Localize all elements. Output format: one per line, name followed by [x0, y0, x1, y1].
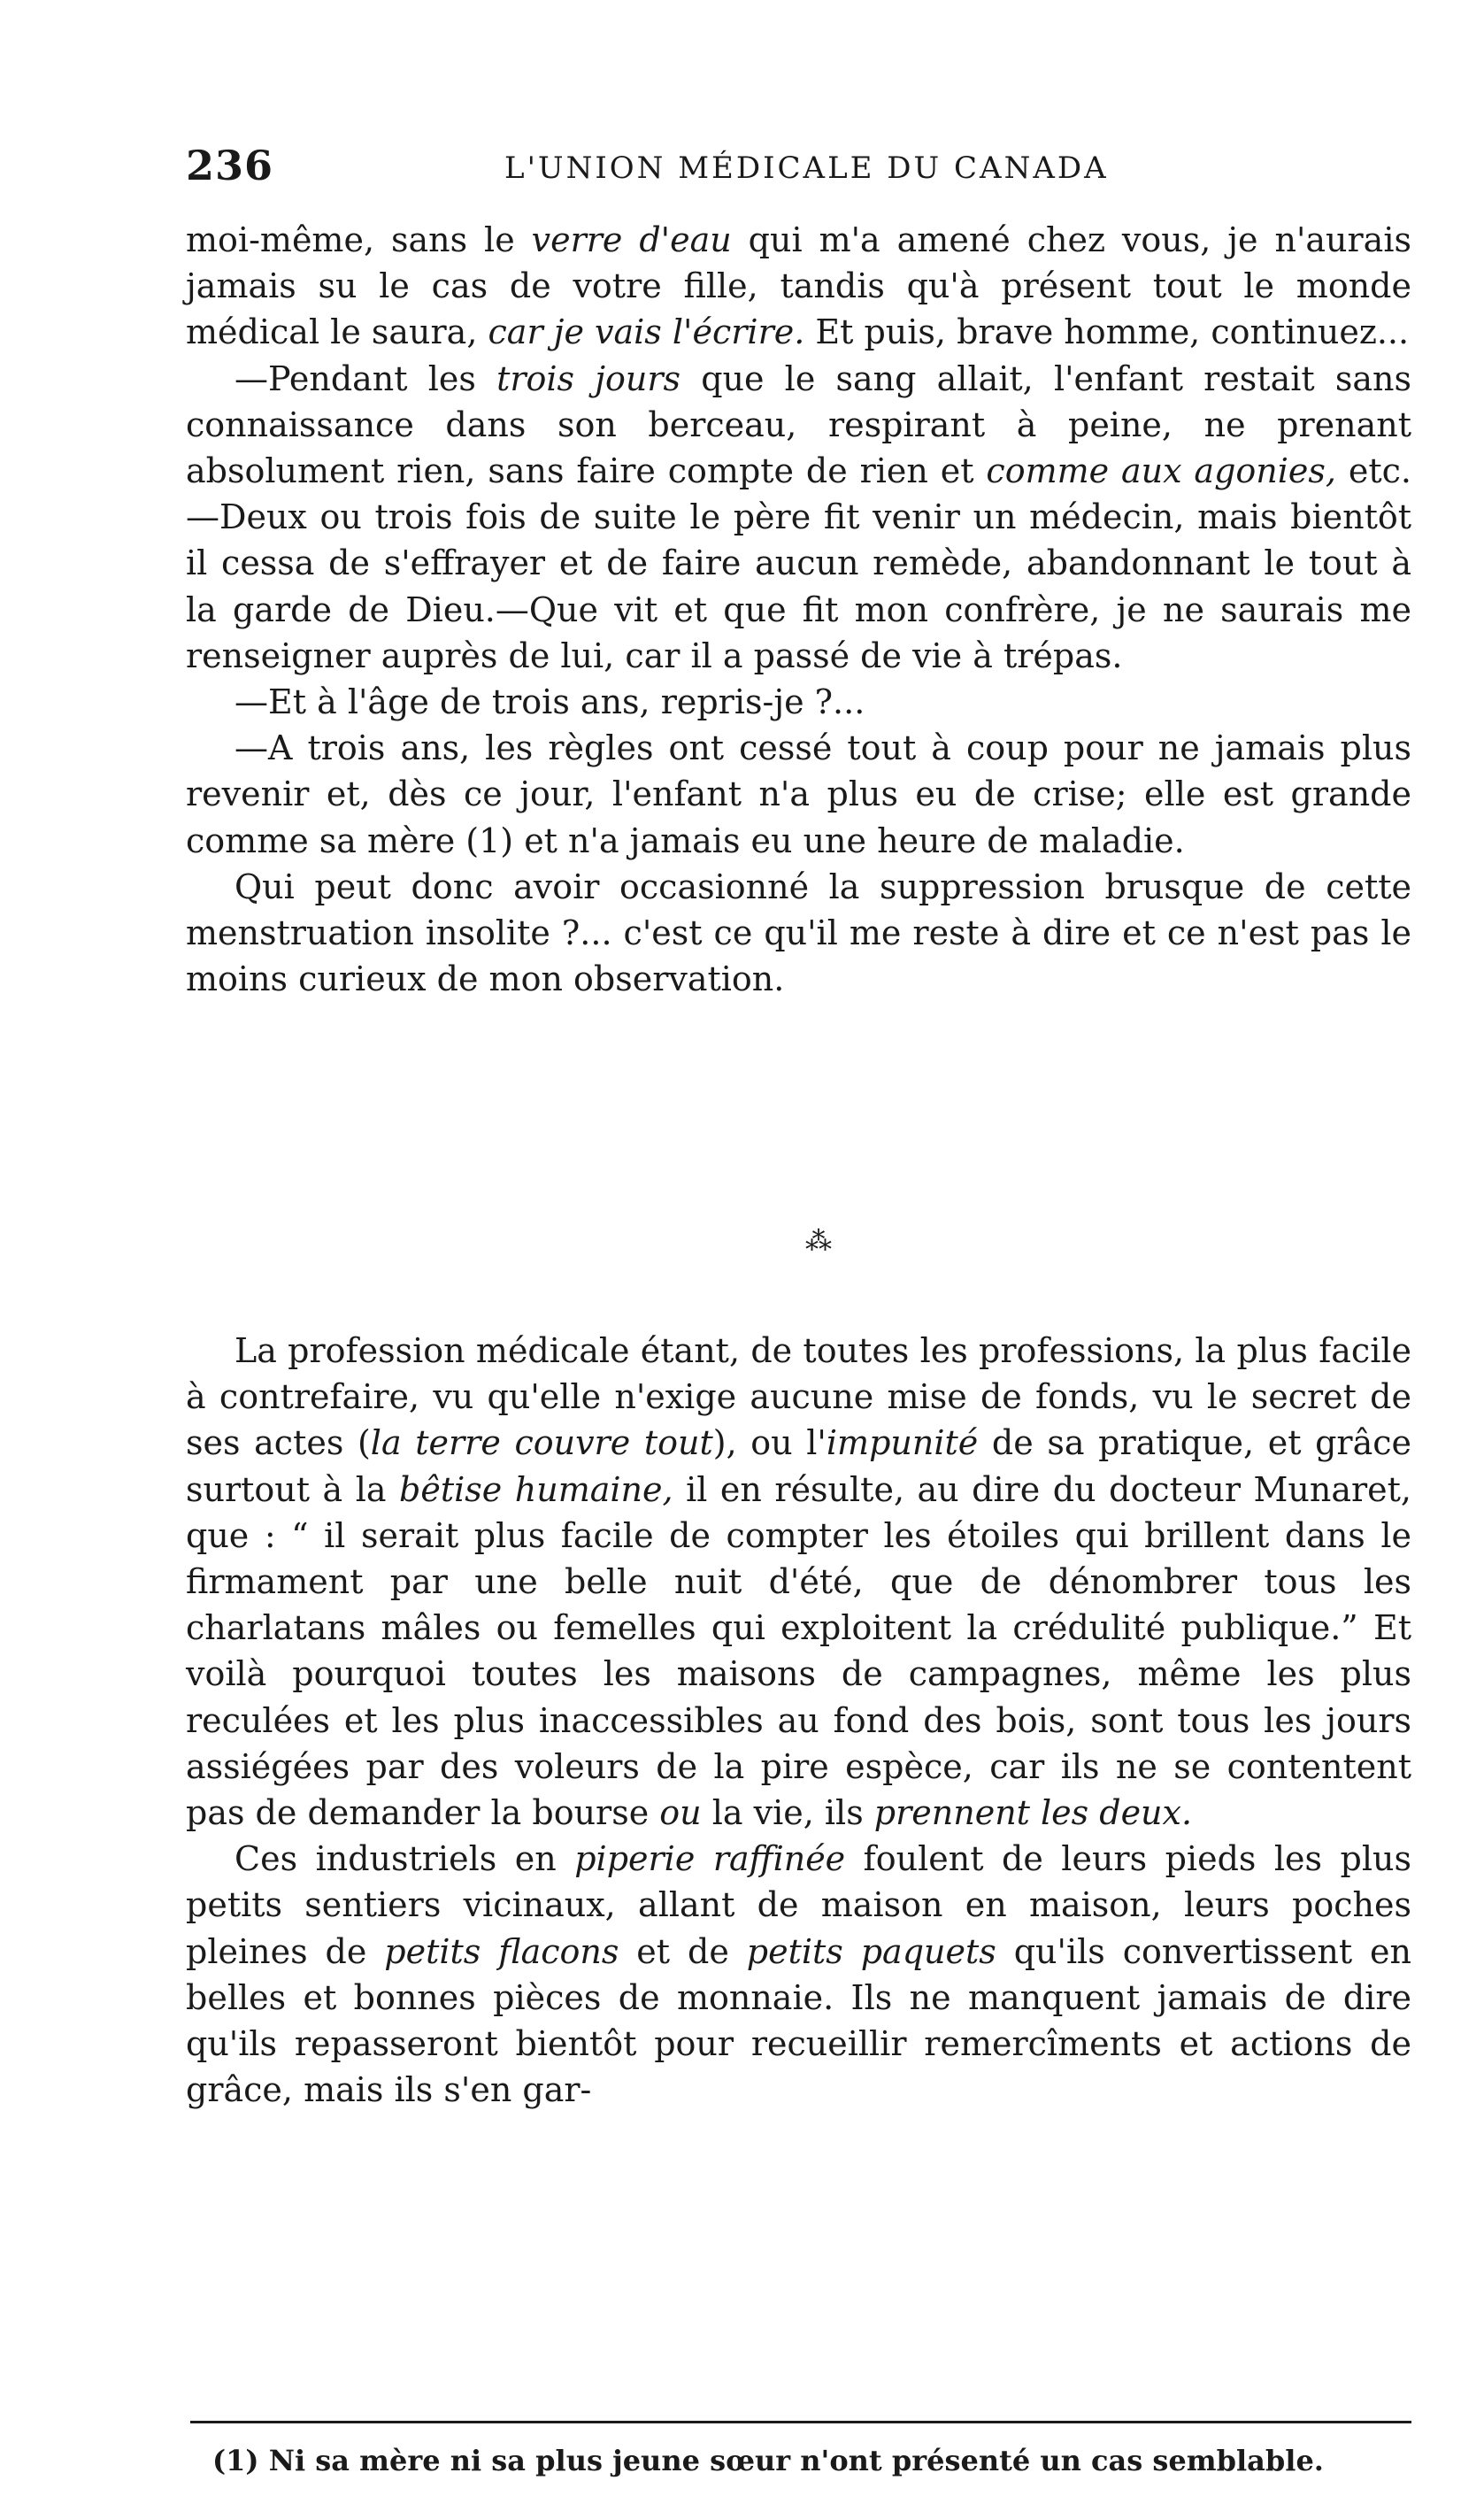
footnote-rule	[190, 2421, 1411, 2423]
paragraph	[186, 725, 1411, 864]
italic-text: petits paquets	[746, 1931, 996, 1971]
text-run: qu'ils convertissent en belles et bonnes pièces de monnaie. Ils ne manquent jamais de dire qu'ils repasseront bientôt pour recueillir remercîments et actions de grâce, mais ils s'en gar-	[186, 1931, 1412, 2110]
italic-text: trois jours	[496, 358, 681, 398]
paragraph	[186, 356, 1411, 679]
italic-text: comme aux agonies,	[986, 451, 1336, 491]
text-run: la vie, ils	[701, 1793, 874, 1833]
paragraph	[186, 1328, 1411, 1836]
paragraph	[186, 679, 1411, 725]
running-head	[186, 142, 1230, 195]
paragraph	[186, 864, 1411, 1003]
text-run: Et puis, brave homme, continuez...	[804, 312, 1410, 352]
paragraph	[186, 1836, 1411, 2113]
page-number: 236	[186, 142, 274, 189]
italic-text: ou	[659, 1793, 702, 1833]
text-run: —A trois ans, les règles ont cessé tout à coup pour ne jamais plus revenir et, dès ce jour, l'enfant n'a plus eu de crise; elle est grande comme sa mère (1) et n'a jamais eu une heure de maladie.	[186, 728, 1411, 860]
body-text-section-1	[186, 217, 1411, 1002]
text-run: etc.—Deux ou trois fois de suite le père fit venir un médecin, mais bientôt il cessa de s'effrayer et de faire aucun remède, abandonnant le tout à la garde de Dieu.—Que vit et que fit mon confrère, je ne saurais me renseigner auprès de lui, car il a passé de vie à trépas.	[186, 451, 1411, 675]
italic-text: bêtise humaine,	[399, 1469, 673, 1509]
text-run: —Pendant les	[235, 358, 497, 398]
footnote: (1) Ni sa mère ni sa plus jeune sœur n'ont présenté un cas semblable.	[212, 2444, 1324, 2477]
italic-text: impunité	[826, 1423, 979, 1463]
text-run: et de	[619, 1931, 747, 1971]
text-run: —Et à l'âge de trois ans, repris-je ?...	[235, 682, 865, 722]
italic-text: prennent les deux.	[873, 1793, 1193, 1833]
text-run: foulent de leurs pieds les plus petits sentiers vicinaux, allant de maison en maison, leurs poches pleines de	[186, 1839, 1412, 1971]
text-run: ), ou l'	[712, 1423, 827, 1463]
section-break-asterism: ⁂	[805, 1226, 832, 1257]
text-run: que le sang allait, l'enfant restait sans connaissance dans son berceau, respirant à peine, ne prenant absolument rien, sans faire compte de rien et	[186, 358, 1411, 491]
body-text-section-2	[186, 1328, 1411, 2113]
italic-text: car je vais l'écrire.	[488, 312, 805, 352]
italic-text: la terre couvre tout	[370, 1423, 713, 1463]
text-run: il en résulte, au dire du docteur Munaret, que : “ il serait plus facile de compter les étoiles qui brillent dans le firmament par une belle nuit d'été, que de dénombrer tous les charlatans mâles ou femelles qui exploitent la crédulité publique.” Et voilà pourquoi toutes les maisons de campagnes, même les plus reculées et les plus inaccessibles au fond des bois, sont tous les jours assiégées par des voleurs de la pire espèce, car ils ne se contentent pas de demander la bourse	[186, 1469, 1412, 1833]
italic-text: verre d'eau	[531, 220, 732, 259]
text-run: de sa pratique, et grâce surtout à la	[186, 1423, 1412, 1509]
paragraph	[186, 217, 1411, 356]
text-run: qui m'a amené chez vous, je n'aurais jamais su le cas de votre fille, tandis qu'à présent tout le monde médical le saura,	[186, 220, 1411, 352]
text-run: moi-même, sans le	[186, 220, 532, 259]
italic-text: petits flacons	[384, 1931, 619, 1971]
text-run: Qui peut donc avoir occasionné la suppression brusque de cette menstruation insolite ?... c'est ce qu'il me reste à dire et ce n'est pas le moins curieux de mon observation.	[186, 867, 1411, 999]
italic-text: piperie raffinée	[574, 1839, 846, 1879]
journal-title: L'UNION MÉDICALE DU CANADA	[504, 150, 1109, 186]
text-run: La profession médicale étant, de toutes les professions, la plus facile à contrefaire, vu qu'elle n'exige aucune mise de fonds, vu le secret de ses actes (	[186, 1331, 1411, 1463]
text-run: Ces industriels en	[235, 1839, 575, 1879]
